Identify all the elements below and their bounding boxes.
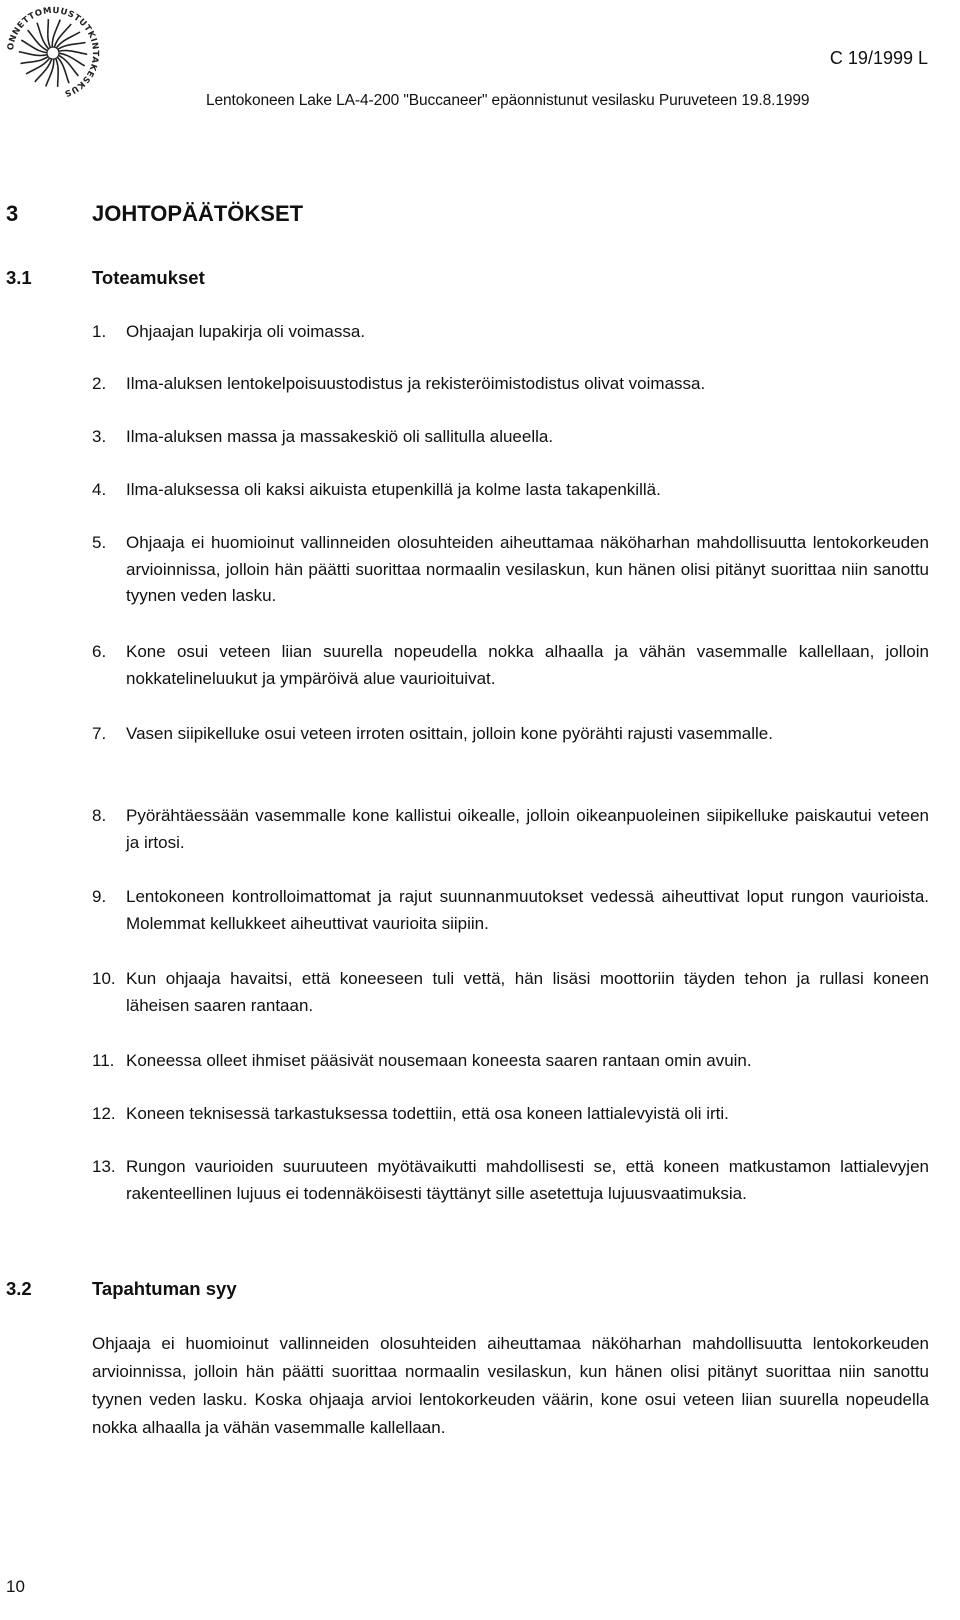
list-item-number: 3.: [92, 427, 107, 446]
document-id: C 19/1999 L: [829, 48, 928, 68]
list-item: [92, 1048, 929, 1075]
list-item-number: 5.: [92, 533, 107, 552]
subsection-number: 3.2: [6, 1278, 32, 1299]
list-item-number: 13.: [92, 1157, 116, 1176]
list-item: [92, 319, 929, 346]
list-item-number: 10.: [92, 969, 116, 988]
list-item: [92, 1101, 929, 1128]
cause-paragraph: Ohjaaja ei huomioinut vallinneiden olosuhteiden aiheuttamaa näköharhan mahdollisuutta lentokorkeuden arvioinnissa, jolloin hän päätti suorittaa normaalin vesilaskun, kun hänen olisi pitänyt suorittaa niin sanottu tyynen veden lasku. Koska ohjaaja arvioi lentokorkeuden väärin, kone osui veteen liian suurella nopeudella nokka alhaalla ja vähän vasemmalle kallellaan.: [92, 1334, 929, 1437]
list-item-text: Ilma-aluksen lentokelpoisuustodistus ja rekisteröimistodistus olivat voimassa.: [126, 374, 706, 393]
section-number: 3: [6, 201, 19, 226]
list-item: [92, 477, 929, 504]
list-item-text: Ohjaaja ei huomioinut vallinneiden olosuhteiden aiheuttamaa näköharhan mahdollisuutta lentokorkeuden arvioinnissa, jolloin hän päätti suorittaa normaalin vesilaskun, kun hänen olisi pitänyt suorittaa niin sanottu tyynen veden lasku.: [126, 533, 929, 605]
list-item-text: Vasen siipikelluke osui veteen irroten osittain, jolloin kone pyörähti rajusti vasemmalle.: [126, 724, 773, 743]
svg-text:ONNETTOMUUSTUTKINTAKESKUS: ONNETTOMUUSTUTKINTAKESKUS: [5, 5, 101, 99]
list-item-text: Ohjaajan lupakirja oli voimassa.: [126, 322, 366, 341]
subsection-heading-tapahtuman-syy: [6, 1278, 237, 1300]
list-item-number: 11.: [92, 1051, 115, 1070]
list-item-text: Kone osui veteen liian suurella nopeudella nokka alhaalla ja vähän vasemmalle kallellaan, jolloin nokkatelineluukut ja ympäröivä alue vaurioituivat.: [126, 642, 929, 688]
subsection-title: Toteamukset: [92, 267, 205, 288]
list-item-number: 8.: [92, 806, 107, 825]
list-item-text: Koneen teknisessä tarkastuksessa todettiin, että osa koneen lattialevyistä oli irti.: [126, 1104, 729, 1123]
section-heading: [6, 201, 303, 227]
list-item: [92, 371, 929, 398]
list-item-number: 6.: [92, 642, 107, 661]
list-item-text: Kun ohjaaja havaitsi, että koneeseen tuli vettä, hän lisäsi moottoriin täyden tehon ja rullasi koneen läheisen saaren rantaan.: [126, 969, 929, 1015]
list-item: [92, 721, 929, 748]
list-item-text: Ilma-aluksessa oli kaksi aikuista etupenkillä ja kolme lasta takapenkillä.: [126, 480, 661, 499]
page-number: 10: [6, 1577, 25, 1596]
list-item-number: 12.: [92, 1104, 116, 1123]
list-item: [92, 530, 929, 610]
subsection-heading-toteamukset: [6, 267, 205, 289]
list-item-text: Rungon vaurioiden suuruuteen myötävaikutti mahdollisesti se, että koneen matkustamon lattialevyjen rakenteellinen lujuus ei todennäköisesti täyttänyt sille asetettuja lujuusvaatimuksia.: [126, 1157, 929, 1203]
list-item-text: Lentokoneen kontrolloimattomat ja rajut suunnanmuutokset vedessä aiheuttivat loput rungon vaurioista. Molemmat kellukkeet aiheuttivat vaurioita siipiin.: [126, 887, 929, 933]
list-item: [92, 1154, 929, 1207]
list-item: [92, 966, 929, 1019]
organization-logo: [0, 0, 106, 106]
list-item: [92, 639, 929, 692]
list-item-number: 2.: [92, 374, 107, 393]
subsection-title: Tapahtuman syy: [92, 1278, 237, 1299]
list-item: [92, 884, 929, 937]
list-item-number: 4.: [92, 480, 107, 499]
list-item-number: 1.: [92, 322, 107, 341]
list-item: [92, 803, 929, 856]
list-item-text: Pyörähtäessään vasemmalle kone kallistui oikealle, jolloin oikeanpuoleinen siipikelluke paiskautui veteen ja irtosi.: [126, 806, 929, 852]
list-item-text: Koneessa olleet ihmiset pääsivät nousemaan koneesta saaren rantaan omin avuin.: [126, 1051, 752, 1070]
list-item-number: 9.: [92, 887, 107, 906]
list-item: [92, 424, 929, 451]
list-item-text: Ilma-aluksen massa ja massakeskiö oli sallitulla alueella.: [126, 427, 554, 446]
list-item-number: 7.: [92, 724, 107, 743]
section-title: JOHTOPÄÄTÖKSET: [92, 201, 304, 226]
subsection-number: 3.1: [6, 267, 32, 288]
logo-seal-icon: [0, 0, 106, 106]
report-subtitle: Lentokoneen Lake LA-4-200 "Buccaneer" epäonnistunut vesilasku Puruveteen 19.8.1999: [206, 92, 810, 109]
